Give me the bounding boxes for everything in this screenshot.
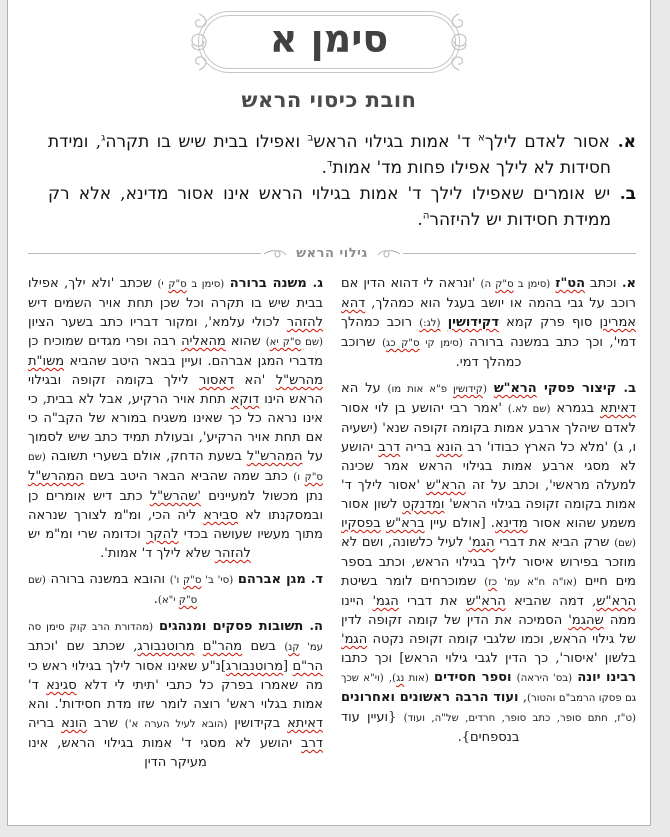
text-segment: להזהר bbox=[286, 315, 323, 330]
text-segment: נג bbox=[396, 673, 405, 684]
text-segment: דרב bbox=[378, 440, 401, 455]
text-segment: דאיתא bbox=[600, 401, 636, 416]
text-segment: ואפילו בבית שיש בו תקרה bbox=[105, 132, 308, 152]
text-segment: 'אמר רבי יהושע בן לוי אסור לאדם שיהלך ארבע אמות בקומה זקופה שנא' (ישעיה ו, ג) 'מלא כל הארץ כבודו' רב bbox=[341, 401, 636, 455]
text-segment: (שם bbox=[28, 452, 46, 463]
siman-title-frame-inner bbox=[202, 15, 456, 69]
text-segment: יש אומרים שאפילו לילך ד' אמות בגילוי הראש אינו אסור מדינא, אלא רק ממידת חסידות יש להיזהר bbox=[48, 184, 611, 230]
text-segment: בריה bbox=[28, 716, 62, 731]
text-segment: המהרש"ל bbox=[28, 469, 84, 484]
divider-flourish-icon bbox=[377, 248, 401, 260]
frame-ornament-icon bbox=[186, 12, 212, 72]
text-segment: ) bbox=[265, 337, 270, 348]
footnote-paragraph bbox=[28, 617, 323, 772]
text-segment: (שם לא.) bbox=[507, 404, 551, 415]
text-segment: משנה ברורה bbox=[229, 276, 307, 291]
text-segment: רבינו יונה bbox=[577, 670, 636, 685]
text-segment bbox=[487, 381, 494, 396]
text-segment: שרוכב כמהלך דמי. bbox=[341, 335, 522, 370]
text-segment: (סימן ב bbox=[186, 279, 225, 290]
text-segment: כתב דיש אומרים כן ובמסקנתו לא bbox=[28, 489, 323, 523]
text-segment: הגמ' bbox=[468, 535, 495, 550]
text-segment: מגן אברהם bbox=[237, 572, 306, 587]
text-segment: ס"ק יא bbox=[269, 337, 302, 348]
text-segment: רבה ופרי מגדים שמוכיח כן מדברי המגן אברהם. ועיין בבאר היטב שהביא bbox=[28, 334, 323, 369]
text-segment: סבירא bbox=[203, 508, 239, 523]
text-segment: , דמה שהביא bbox=[505, 594, 597, 609]
footnote-ref: ד bbox=[326, 158, 333, 170]
footnote-ref: א bbox=[478, 132, 485, 144]
text-segment: 'הא bbox=[234, 373, 276, 388]
chapter-subtitle: חובת כיסוי הראש bbox=[241, 87, 417, 112]
text-segment: יהושע לא מסגי ד' אמות בגילוי הראש, אינו מעיקר הדין bbox=[28, 736, 302, 770]
text-segment: דרב bbox=[301, 736, 323, 751]
text-segment: ומדנקט bbox=[402, 497, 445, 512]
text-segment: הגמ' bbox=[341, 632, 368, 647]
text-segment: (סימן ב bbox=[513, 279, 551, 290]
text-segment: מרוטנבורג bbox=[137, 639, 195, 654]
text-segment: ס"ק bbox=[495, 279, 514, 290]
text-segment: להזהר bbox=[214, 546, 251, 561]
frame-ornament-icon bbox=[446, 12, 472, 72]
text-segment: (או"ה ח"א עמ' bbox=[497, 577, 577, 588]
text-segment: שכתב 'ולא ילך, אפילו בבית שיש בו תקרה וכל שכן תחת אויר השמים דיש bbox=[28, 276, 323, 311]
text-segment: מהאליה bbox=[181, 334, 226, 349]
text-segment: בשעת הדחק, אולם בשערי תשובה bbox=[45, 449, 247, 464]
text-segment: (שם bbox=[28, 575, 46, 586]
text-segment: הסמיכה את הדין של קומה זקופה לדין של גילוי הראש, וכמו שלגבי קומה זקופה נקטה bbox=[341, 613, 636, 647]
text-segment: מהרש"ל bbox=[275, 373, 323, 388]
text-segment: ) bbox=[284, 642, 289, 653]
text-segment: הרא"ש bbox=[493, 381, 537, 396]
text-segment: . [אולם עיין bbox=[424, 516, 495, 531]
text-segment: שרב bbox=[87, 716, 125, 731]
halachot-section bbox=[48, 129, 636, 233]
footnotes-column-left bbox=[28, 274, 323, 779]
text-segment: דקידושין bbox=[447, 315, 499, 330]
text-segment: לשון אסור משמע שהוא אסור bbox=[341, 497, 636, 531]
text-segment: 'שהרש"ל bbox=[149, 489, 201, 504]
footnotes-column-right bbox=[341, 274, 636, 779]
text-segment: וכתב bbox=[585, 276, 617, 291]
text-segment: בשם bbox=[242, 639, 285, 654]
divider-rule bbox=[403, 253, 636, 254]
text-segment: , ומידת חסידות לא לילך אפילו פחות מד' אמות bbox=[48, 132, 611, 178]
text-segment: (אות bbox=[404, 673, 429, 684]
text-segment bbox=[440, 315, 447, 330]
text-segment: קנ bbox=[288, 642, 300, 653]
text-segment: תחת אויר הרקיע, אבל לא בבית, כי אינו נראה כל כך שאינו משגיח במורא של הקב"ה כי אם תחת אויר הרקיע', ובעולת תמיד כתב שיש לסמוך על bbox=[28, 392, 323, 464]
text-segment: ס"ק bbox=[178, 595, 198, 606]
text-segment: להקר bbox=[146, 527, 179, 542]
text-segment: קיצור פסקי bbox=[536, 381, 617, 396]
text-segment: בפסקיו bbox=[341, 516, 381, 531]
text-segment: ) bbox=[484, 577, 489, 588]
text-segment: את דברי bbox=[398, 594, 466, 609]
text-segment: הרא"ש bbox=[426, 478, 466, 493]
text-segment: י) bbox=[157, 279, 169, 290]
text-segment: . bbox=[153, 592, 158, 607]
text-segment: דהא אמרינן bbox=[341, 296, 636, 330]
section-divider bbox=[28, 246, 636, 261]
text-segment: {ועיין עוד בנספחים}. bbox=[341, 710, 520, 745]
text-segment: ס"ק כג bbox=[386, 338, 420, 349]
divider-label: גילוי הראש bbox=[296, 246, 368, 261]
text-segment: ועוד הרבה ראשונים ואחרונים bbox=[341, 690, 519, 705]
text-segment: ה. bbox=[303, 619, 323, 634]
footnote-paragraph bbox=[341, 379, 636, 747]
text-segment: (שם) bbox=[614, 538, 636, 549]
text-segment: , שכתב שם 'וכתב bbox=[28, 639, 138, 654]
text-segment: ו) bbox=[293, 472, 305, 483]
halacha-paragraph bbox=[48, 181, 636, 233]
text-segment: בלשון 'איסור', כך הדין לגבי גילוי הראש] וכך כתבו bbox=[341, 651, 636, 666]
text-segment: [ bbox=[283, 659, 293, 674]
footnote-paragraph bbox=[341, 274, 636, 372]
footnote-ref: ב bbox=[307, 132, 314, 144]
text-segment: הט"ז bbox=[555, 276, 586, 291]
text-segment bbox=[194, 639, 202, 654]
text-segment: (שם bbox=[301, 337, 324, 348]
text-segment: הרא"ש bbox=[596, 594, 636, 609]
text-segment: ב. bbox=[616, 381, 637, 396]
text-segment: (הובא לעיל הערה א') bbox=[124, 719, 228, 730]
text-segment: שהגמ' bbox=[568, 613, 604, 628]
text-segment: הרא"ש bbox=[466, 594, 506, 609]
text-segment: דאסור bbox=[199, 373, 235, 388]
text-segment: . bbox=[417, 210, 423, 230]
text-segment: שלא לילך ד' אמות'. bbox=[100, 546, 215, 561]
text-segment: דאיתא bbox=[287, 716, 323, 731]
text-segment: כז bbox=[488, 577, 498, 588]
footnote-paragraph bbox=[28, 274, 323, 563]
footnote-paragraph bbox=[28, 570, 323, 610]
text-segment: בריה bbox=[400, 440, 437, 455]
text-segment: על הא bbox=[341, 381, 388, 396]
text-segment: אסור לאדם לילך bbox=[484, 132, 610, 152]
text-segment: לכולי עלמא', ומקור דבריו כתב בשער הציון bbox=[28, 315, 287, 330]
text-segment: סגינא bbox=[46, 678, 77, 693]
text-segment: י"א) bbox=[157, 595, 179, 606]
text-segment: . bbox=[321, 158, 327, 178]
text-segment: והובא במשנה ברורה bbox=[45, 572, 170, 587]
text-segment: כתב שמה שהביא הבאר היטב בשם bbox=[83, 469, 294, 484]
text-segment: ס"ק bbox=[168, 279, 187, 290]
text-segment: 'אסור לילך ד' אמות בקומה זקופה בגילוי הראש' bbox=[341, 478, 636, 512]
divider-rule bbox=[28, 253, 261, 254]
text-segment: לילך בקומה זקופה ובגילוי הראש הינו bbox=[28, 373, 323, 407]
text-segment: מרוטנבורג bbox=[225, 659, 284, 674]
text-segment: ד. bbox=[305, 572, 323, 587]
text-segment: בקידושין bbox=[227, 716, 288, 731]
text-segment: היינו ממה bbox=[341, 594, 636, 628]
text-segment: הונא bbox=[61, 716, 88, 731]
text-segment: , bbox=[518, 690, 528, 705]
footnote-ref: ה bbox=[422, 210, 430, 222]
text-segment: שהוא bbox=[225, 334, 266, 349]
text-segment: ד' אמות בגלוי ראש' רוצה לומר שזו מדת חסידות'. והא bbox=[28, 678, 323, 712]
text-segment: דוקא bbox=[230, 392, 260, 407]
footnotes-columns bbox=[28, 274, 636, 779]
text-segment: ד' אמות בגילוי הראש bbox=[313, 132, 479, 152]
text-segment: וכדומה שרי ומ"מ יש bbox=[28, 527, 147, 542]
text-segment: ), bbox=[388, 673, 397, 684]
text-segment: מהר"ם bbox=[202, 639, 243, 654]
text-segment: ה) bbox=[480, 279, 496, 290]
halacha-paragraph bbox=[48, 129, 636, 181]
text-segment: (סי' ב' bbox=[201, 575, 234, 586]
text-segment: ) bbox=[382, 338, 387, 349]
siman-title: סימן א bbox=[269, 16, 389, 61]
text-segment: וספר חסידים bbox=[434, 670, 512, 685]
text-segment: ס"ק bbox=[183, 575, 202, 586]
text-segment: (בס' היראה) bbox=[516, 673, 573, 684]
text-segment: (לג:) bbox=[419, 318, 441, 329]
text-segment: (מהדורת הרב קוק סימן סה עמ' bbox=[28, 622, 323, 653]
document-page bbox=[7, 0, 651, 826]
text-segment: סוף פרק קמא bbox=[498, 315, 600, 330]
siman-title-frame bbox=[198, 11, 460, 73]
text-segment: המהרש"ל bbox=[246, 449, 303, 464]
text-segment: מדינא bbox=[494, 516, 528, 531]
text-segment: רוכב כמהלך דמי', וכך כתב במשנה ברורה bbox=[341, 315, 636, 350]
text-segment: שרק הביא את דברי bbox=[494, 535, 615, 550]
text-segment: ]נ"ע שאינו אסור לילך בגילוי ראש כי מה שאמרו בפרק כל כתבי 'תיתי לי דלא bbox=[28, 659, 323, 693]
text-segment: הר"ם bbox=[292, 659, 323, 674]
divider-flourish-icon bbox=[263, 248, 287, 260]
text-segment: משו"ת bbox=[28, 354, 65, 369]
text-segment: ס"ק bbox=[304, 472, 323, 483]
text-segment: בגמרא bbox=[550, 401, 601, 416]
text-segment: (וי"א שכך גם פסקו הרמב"ם והטור) bbox=[341, 673, 637, 704]
text-segment: הונא bbox=[436, 440, 463, 455]
text-segment: א. bbox=[609, 132, 636, 152]
text-segment: קידושין bbox=[453, 384, 483, 395]
text-segment: ( bbox=[482, 384, 487, 395]
text-segment: ב. bbox=[610, 184, 636, 204]
text-segment: ליה הכי, ומ"מ לצורך שנראה מתוך מעשיו שעושה בכדי bbox=[28, 508, 323, 542]
text-segment: שמוכרחים לומר בשיטת bbox=[341, 574, 485, 589]
text-segment: 'ונראה לי דהוא הדין אם רוכב על גבי בהמה או יושב בעגל הוא כמהלך, bbox=[341, 276, 636, 311]
text-segment: נתן מכשול למעיינים bbox=[200, 489, 323, 504]
text-segment: (ט"ז, חתם סופר, כתב סופר, חרדים, של"ה, ועוד) bbox=[403, 713, 636, 724]
text-segment: הגמ' bbox=[372, 594, 399, 609]
text-segment: יהושע לא מסגי ארבע אמות בגילוי הראש אמר שכינה למעלה מראשי', וכתב על זה bbox=[341, 440, 636, 493]
text-segment: א. bbox=[616, 276, 636, 291]
text-segment: תשובות פסקים ומנהגים bbox=[158, 619, 304, 634]
text-segment: ברא"ש bbox=[385, 516, 425, 531]
text-segment: פ"א אות מו) bbox=[387, 384, 454, 395]
text-segment: לעיל כלשונה, ושם לא מוזכר בפירוש איסור לילך בגילוי הראש, וכתב בספר מים חיים bbox=[341, 535, 636, 589]
footnote-ref: ג bbox=[101, 132, 106, 144]
text-segment: ג. bbox=[306, 276, 323, 291]
text-segment: ו') bbox=[169, 575, 184, 586]
text-segment: (סימן קי bbox=[419, 338, 463, 349]
